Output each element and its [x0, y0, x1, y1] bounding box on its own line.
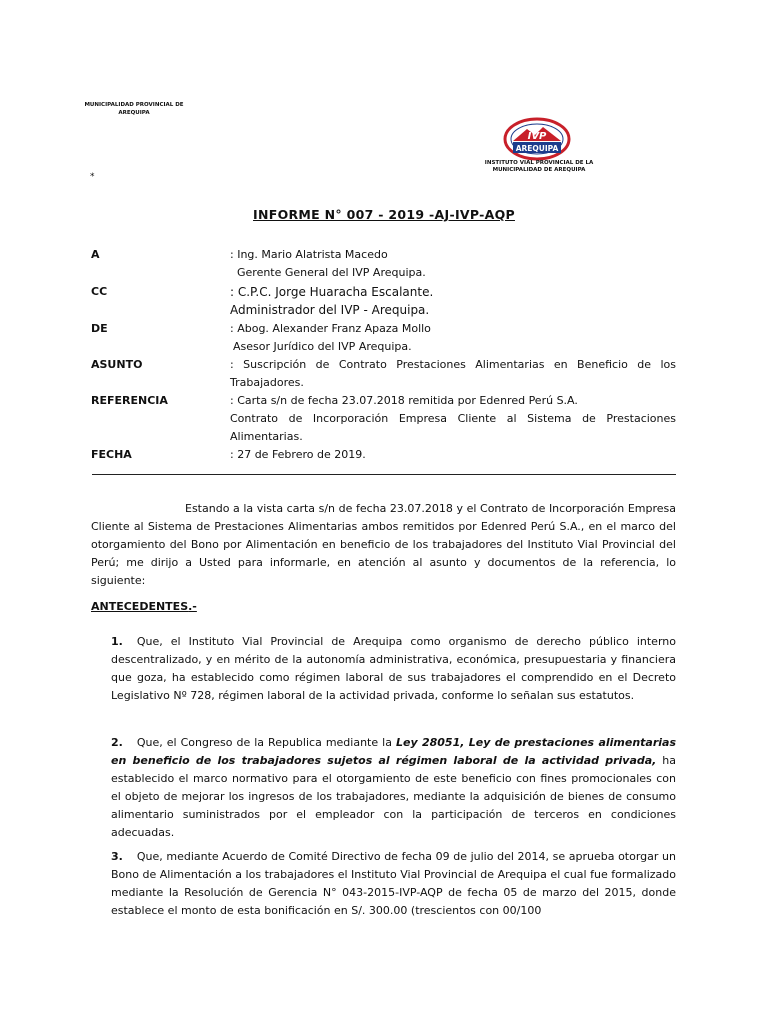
field-fecha-label: FECHA [91, 448, 132, 461]
field-a-label: A [91, 248, 100, 261]
field-referencia-label: REFERENCIA [91, 394, 168, 407]
section-title: ANTECEDENTES [91, 600, 189, 613]
field-cc-value: : C.P.C. Jorge Huaracha Escalante. [230, 285, 434, 299]
bullet-mark: * [90, 172, 95, 182]
field-referencia-value: : Carta s/n de fecha 23.07.2018 remitida por Edenred Perú S.A. [230, 394, 578, 407]
field-fecha-value: : 27 de Febrero de 2019. [230, 448, 366, 461]
field-de-label: DE [91, 322, 108, 335]
item-number: 2. [111, 736, 123, 749]
institute-name: INSTITUTO VIAL PROVINCIAL DE LA MUNICIPALIDAD DE AREQUIPA [484, 160, 594, 173]
ivp-logo [503, 117, 571, 161]
item-text: Que, mediante Acuerdo de Comité Directivo de fecha 09 de julio del 2014, se aprueba otorgar un Bono de Alimentación a los trabajadores el Instituto Vial Provincial de Arequipa el cual fue formalizado mediante la Resolución de Gerencia N° 043-2015-IVP-AQP de fecha 05 de marzo del 2015, donde establece el monto de esta bonificación en S/. 300.00 (trescientos con 00/100 [111, 850, 676, 917]
law-title: Ley 28051, Ley de prestaciones alimentarias en beneficio de los trabajadores sujetos al régimen laboral de la actividad privada, [111, 736, 677, 767]
field-referencia-value-line3: Alimentarias. [230, 430, 303, 443]
field-asunto-value: : Suscripción de Contrato Prestaciones Alimentarias en Beneficio de los [230, 358, 676, 371]
logo-bottom-text: AREQUIPA [515, 144, 559, 153]
item-number: 1. [111, 635, 123, 648]
item-text-pre: Que, el Congreso de la Republica mediante la [136, 736, 396, 749]
field-a-value-line2: Gerente General del IVP Arequipa. [237, 266, 426, 279]
field-asunto-label: ASUNTO [91, 358, 143, 371]
logo-top-text: IVP [527, 131, 547, 142]
field-a-value: : Ing. Mario Alatrista Macedo [230, 248, 388, 261]
item-text-post: ha establecido el marco normativo para el otorgamiento de este beneficio con fines promocionales con el objeto de mejorar los ingresos de los trabajadores, mediante la adquisición de bienes de consumo alimentario suministrados por el empleador con la participación de terceros en condiciones adecuadas. [111, 754, 676, 839]
field-asunto-value-line2: Trabajadores. [230, 376, 304, 389]
field-referencia-value-line2: Contrato de Incorporación Empresa Cliente al Sistema de Prestaciones [230, 412, 676, 425]
section-suffix: .- [188, 600, 197, 613]
field-de-value: : Abog. Alexander Franz Apaza Mollo [230, 322, 431, 335]
item-number: 3. [111, 850, 123, 863]
field-cc-value-line2: Administrador del IVP - Arequipa. [230, 303, 430, 317]
list-item [111, 848, 676, 920]
intro-text: Estando a la vista carta s/n de fecha 23.07.2018 y el Contrato de Incorporación Empresa Cliente al Sistema de Prestaciones Alimentarias ambos remitidos por Edenred Perú S.A., en el marco del otorgamiento del Bono por Alimentación en beneficio de los trabajadores del Instituto Vial Provincial del Perú; me dirijo a Usted para informarle, en atención al asunto y documentos de la referencia, lo siguiente: [91, 502, 676, 587]
header-divider [92, 474, 676, 475]
item-text: Que, el Instituto Vial Provincial de Arequipa como organismo de derecho público interno descentralizado, y en mérito de la autonomía administrativa, económica, presupuestaria y financiera que goza, ha establecido como régimen laboral de sus trabajadores el comprendido en el Decreto Legislativo Nº 728, régimen laboral de la actividad privada, conforme lo señalan sus estatutos. [111, 635, 676, 702]
intro-paragraph [91, 500, 676, 590]
list-item [111, 734, 676, 842]
list-item [111, 633, 676, 705]
field-de-value-line2: Asesor Jurídico del IVP Arequipa. [233, 340, 412, 353]
section-heading [91, 600, 197, 613]
municipality-name: MUNICIPALIDAD PROVINCIAL DE AREQUIPA [84, 102, 184, 116]
report-title: INFORME N° 007 - 2019 -AJ-IVP-AQP [253, 207, 515, 222]
field-cc-label: CC [91, 285, 108, 298]
